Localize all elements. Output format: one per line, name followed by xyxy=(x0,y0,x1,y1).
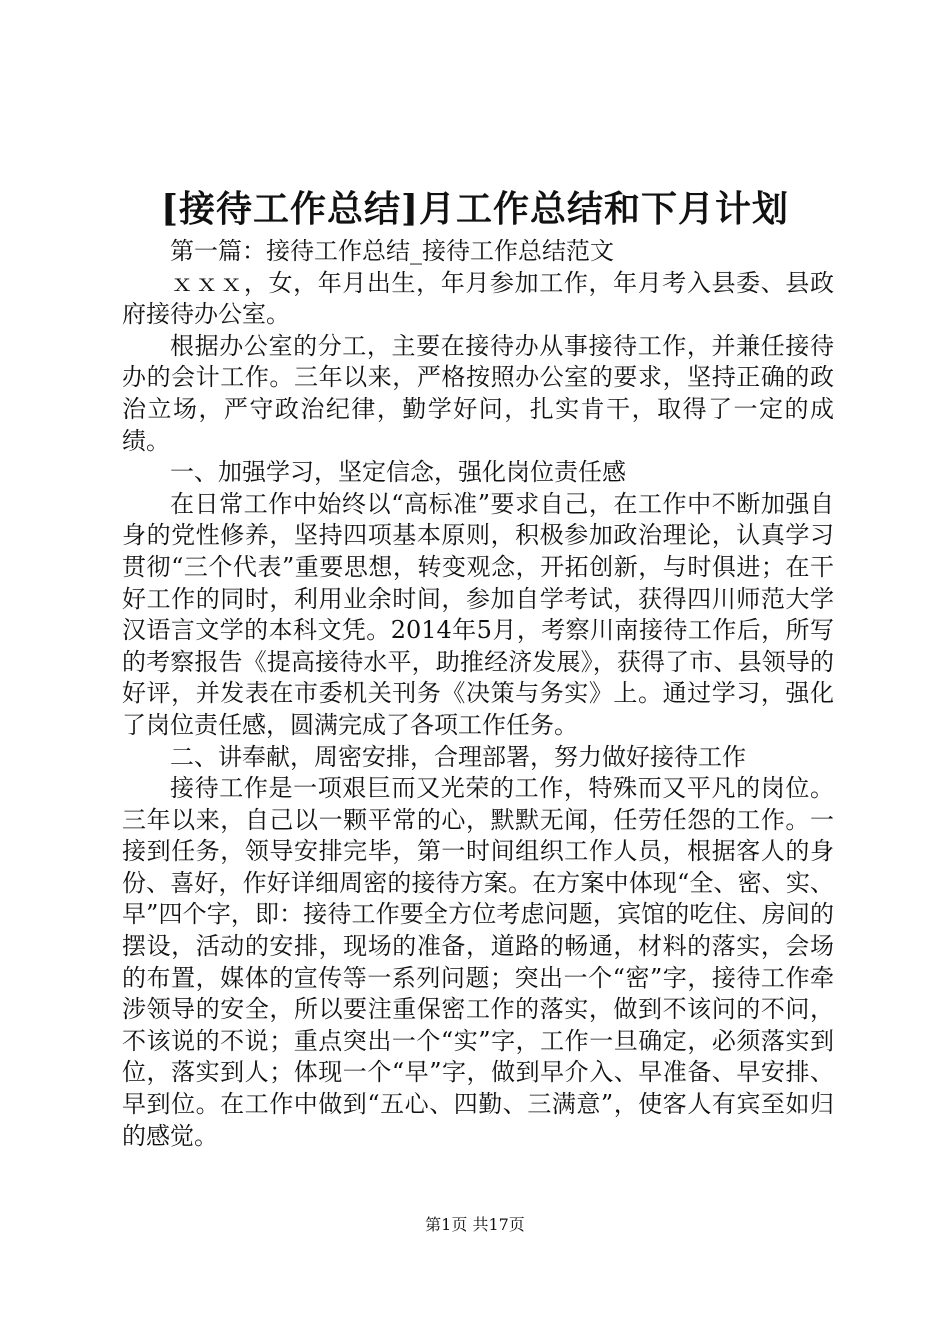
paragraph-heading-two: 二、讲奉献，周密安排，合理部署，努力做好接待工作 xyxy=(170,742,746,771)
page-number-footer: 第1页 共17页 xyxy=(425,1215,525,1234)
paragraph-intro: ｘｘｘ，女，年月出生，年月参加工作，年月考入县委、县政府接待办公室。 xyxy=(122,268,834,329)
paragraph-study: 在日常工作中始终以“高标准”要求自己，在工作中不断加强自身的党性修养，坚持四项基本原则，积极参加政治理论，认真学习贯彻“三个代表”重要思想，转变观念，开拓创新，与时俱进；在干好工作的同时，利用业余时间，参加自学考试，获得四川师范大学汉语言文学的本科文凭。2014年5月，考察川南接待工作后，所写的考察报告《提高接待水平，助推经济发展》，获得了市、县领导的好评，并发表在市委机关刊务《决策与务实》上。通过学习，强化了岗位责任感，圆满完成了各项工作任务。 xyxy=(122,489,834,739)
document-title: [接待工作总结]月工作总结和下月计划 xyxy=(160,188,790,230)
paragraph-section-heading: 第一篇：接待工作总结_接待工作总结范文 xyxy=(170,237,614,265)
paragraph-heading-one: 一、加强学习，坚定信念，强化岗位责任感 xyxy=(170,458,626,487)
document-body xyxy=(122,236,834,1152)
paragraph-overview: 根据办公室的分工，主要在接待办从事接待工作，并兼任接待办的会计工作。三年以来，严格按照办公室的要求，坚持正确的政治立场，严守政治纪律，勤学好问，扎实肯干，取得了一定的成绩。 xyxy=(122,331,834,455)
paragraph-reception-work: 接待工作是一项艰巨而又光荣的工作，特殊而又平凡的岗位。三年以来，自己以一颗平常的心，默默无闻，任劳任怨的工作。一接到任务，领导安排完毕，第一时间组织工作人员，根据客人的身份、喜好，作好详细周密的接待方案。在方案中体现“全、密、实、早”四个字，即：接待工作要全方位考虑问题，宾馆的吃住、房间的摆设，活动的安排，现场的准备，道路的畅通，材料的落实，会场的布置，媒体的宣传等一系列问题；突出一个“密”字，接待工作牵涉领导的安全，所以要注重保密工作的落实，做到不该问的不问，不该说的不说；重点突出一个“实”字，工作一旦确定，必须落实到位，落实到人；体现一个“早”字，做到早介入、早准备、早安排、早到位。在工作中做到“五心、四勤、三满意”，使客人有宾至如归的感觉。 xyxy=(122,774,834,1150)
